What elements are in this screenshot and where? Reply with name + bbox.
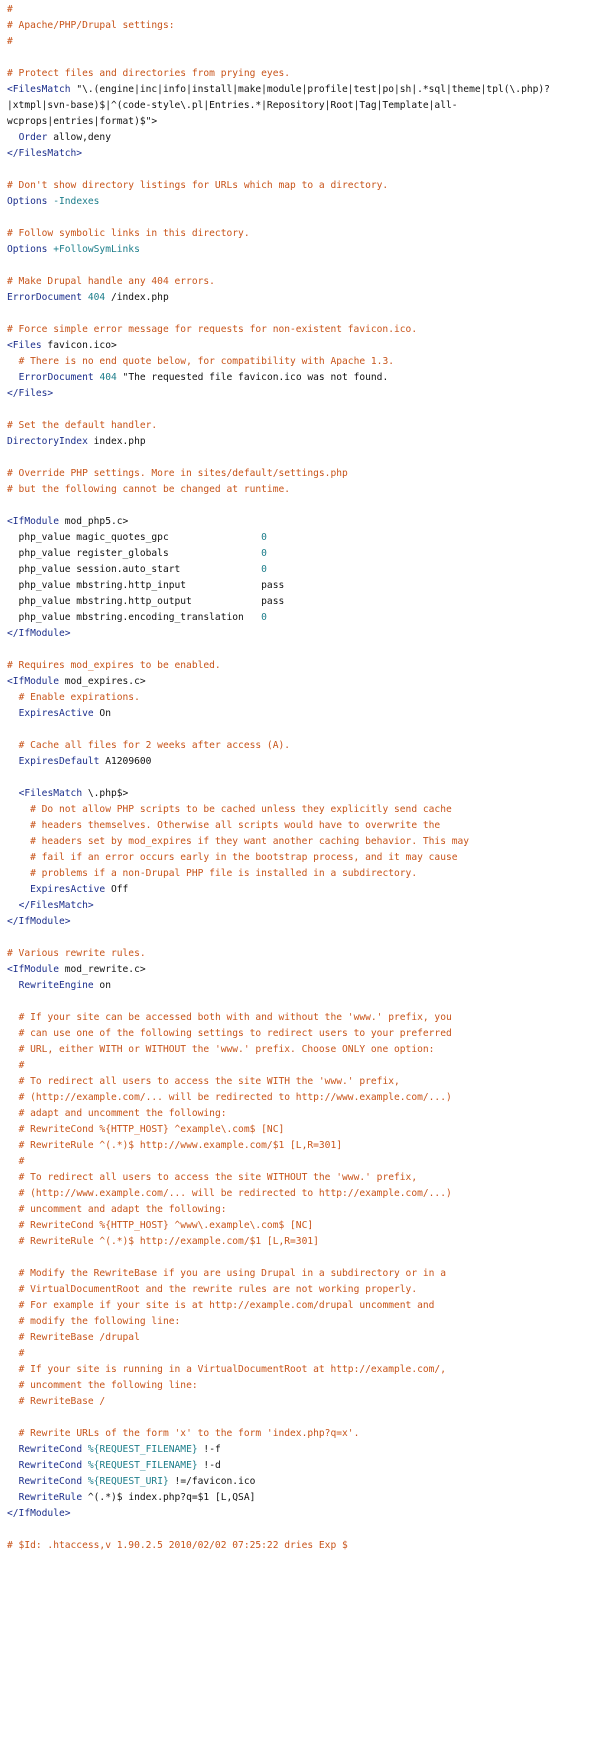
text-token: php_value mbstring.http_input pass xyxy=(7,580,285,591)
text-token xyxy=(7,1332,19,1343)
code-line xyxy=(7,1090,600,1106)
code-line xyxy=(7,1474,600,1490)
text-token xyxy=(7,1012,19,1023)
comment-token: # uncomment the following line: xyxy=(18,1380,198,1391)
code-line xyxy=(7,370,600,386)
code-line xyxy=(7,162,600,178)
code-line xyxy=(7,34,600,50)
comment-token: # Set the default handler. xyxy=(7,420,158,431)
code-line xyxy=(7,930,600,946)
code-line xyxy=(7,722,600,738)
text-token xyxy=(7,692,19,703)
directive-token: Order xyxy=(18,132,48,143)
comment-token: # RewriteRule ^(.*)$ http://www.example.com/$1 [L,R=301] xyxy=(18,1140,343,1151)
text-token xyxy=(7,1460,19,1471)
comment-token: # Requires mod_expires to be enabled. xyxy=(7,660,221,671)
text-token xyxy=(7,1060,19,1071)
value-token: -Indexes xyxy=(53,196,100,207)
code-line xyxy=(7,1170,600,1186)
text-token xyxy=(7,1492,19,1503)
code-line xyxy=(7,1330,600,1346)
code-line xyxy=(7,114,600,130)
code-line xyxy=(7,530,600,546)
text-token xyxy=(7,852,30,863)
text-token xyxy=(7,756,19,767)
code-line xyxy=(7,1282,600,1298)
text-token xyxy=(7,1316,19,1327)
code-line xyxy=(7,306,600,322)
directive-token: ExpiresActive xyxy=(18,708,94,719)
code-line xyxy=(7,610,600,626)
comment-token: # Don't show directory listings for URLs which map to a directory. xyxy=(7,180,389,191)
code-line xyxy=(7,1378,600,1394)
directive-token: ExpiresActive xyxy=(30,884,106,895)
text-token xyxy=(7,1188,19,1199)
comment-token: # xyxy=(7,4,13,15)
directive-token: RewriteCond xyxy=(18,1444,83,1455)
code-line xyxy=(7,818,600,834)
text-token xyxy=(7,1140,19,1151)
text-token xyxy=(7,1396,19,1407)
text-token xyxy=(7,804,30,815)
text-token xyxy=(7,1364,19,1375)
text-token: php_value session.auto_start xyxy=(7,564,262,575)
text-token: on xyxy=(93,980,111,991)
code-line xyxy=(7,402,600,418)
code-line xyxy=(7,754,600,770)
code-line xyxy=(7,978,600,994)
text-token: Off xyxy=(105,884,129,895)
code-line xyxy=(7,1138,600,1154)
comment-token: # headers themselves. Otherwise all scripts would have to overwrite the xyxy=(30,820,441,831)
text-token xyxy=(7,708,19,719)
code-line xyxy=(7,210,600,226)
comment-token: # There is no end quote below, for compatibility with Apache 1.3. xyxy=(18,356,394,367)
comment-token: # For example if your site is at http://example.com/drupal uncomment and xyxy=(18,1300,435,1311)
text-token xyxy=(7,1236,19,1247)
value-token: 404 xyxy=(87,292,106,303)
comment-token: # Cache all files for 2 weeks after access (A). xyxy=(18,740,291,751)
code-line xyxy=(7,626,600,642)
directive-token: <Files xyxy=(7,340,42,351)
directive-token: </IfModule> xyxy=(7,628,71,639)
code-line xyxy=(7,834,600,850)
code-line xyxy=(7,1506,600,1522)
comment-token: # RewriteBase /drupal xyxy=(18,1332,140,1343)
text-token: mod_expires.c> xyxy=(58,676,146,687)
value-token: 0 xyxy=(261,564,267,575)
text-token xyxy=(7,1124,19,1135)
text-token: allow,deny xyxy=(47,132,111,143)
directive-token: <IfModule xyxy=(7,516,59,527)
comment-token: # RewriteCond %{HTTP_HOST} ^www\.example\.com$ [NC] xyxy=(18,1220,314,1231)
code-line xyxy=(7,1522,600,1538)
code-line xyxy=(7,226,600,242)
comment-token: # headers set by mod_expires if they want another caching behavior. This may xyxy=(30,836,470,847)
text-token xyxy=(7,1476,19,1487)
code-line xyxy=(7,498,600,514)
text-token: favicon.ico> xyxy=(41,340,117,351)
comment-token: # xyxy=(18,1060,25,1071)
string-token: |xtmpl|svn-base)$|^(code-style\.pl|Entries.*|Repository|Root|Tag|Template|all- xyxy=(7,100,458,111)
text-token xyxy=(7,1348,19,1359)
code-line xyxy=(7,1026,600,1042)
comment-token: # RewriteBase / xyxy=(18,1396,106,1407)
code-line xyxy=(7,450,600,466)
code-line xyxy=(7,1490,600,1506)
comment-token: # Override PHP settings. More in sites/default/settings.php xyxy=(7,468,348,479)
code-line xyxy=(7,962,600,978)
code-line xyxy=(7,66,600,82)
directive-token: <IfModule xyxy=(7,676,59,687)
comment-token: # modify the following line: xyxy=(18,1316,181,1327)
code-line xyxy=(7,514,600,530)
code-line xyxy=(7,1346,600,1362)
text-token xyxy=(7,1428,19,1439)
code-line xyxy=(7,786,600,802)
comment-token: # but the following cannot be changed at runtime. xyxy=(7,484,291,495)
code-line xyxy=(7,1234,600,1250)
code-line xyxy=(7,1186,600,1202)
value-token: +FollowSymLinks xyxy=(53,244,140,255)
code-line xyxy=(7,850,600,866)
code-line xyxy=(7,1058,600,1074)
code-line xyxy=(7,1298,600,1314)
code-line xyxy=(7,1010,600,1026)
directive-token: </FilesMatch> xyxy=(18,900,94,911)
code-line xyxy=(7,546,600,562)
comment-token: # Force simple error message for requests for non-existent favicon.ico. xyxy=(7,324,418,335)
directive-token: <FilesMatch xyxy=(18,788,83,799)
code-line xyxy=(7,18,600,34)
code-line xyxy=(7,386,600,402)
code-line xyxy=(7,290,600,306)
text-token xyxy=(7,1108,19,1119)
text-token xyxy=(7,1220,19,1231)
comment-token: # If your site can be accessed both with and without the 'www.' prefix, you xyxy=(18,1012,452,1023)
comment-token: # Enable expirations. xyxy=(18,692,140,703)
text-token: !=/favicon.ico xyxy=(168,1476,256,1487)
value-token: 404 xyxy=(99,372,117,383)
directive-token: </FilesMatch> xyxy=(7,148,83,159)
text-token xyxy=(7,1268,19,1279)
text-token: "The requested file favicon.ico was not found. xyxy=(116,372,389,383)
comment-token: # xyxy=(18,1348,25,1359)
directive-token: </IfModule> xyxy=(7,916,71,927)
text-token: mod_php5.c> xyxy=(58,516,129,527)
comment-token: # VirtualDocumentRoot and the rewrite rules are not working properly. xyxy=(18,1284,418,1295)
comment-token: # (http://www.example.com/... will be redirected to http://example.com/...) xyxy=(18,1188,452,1199)
code-line xyxy=(7,594,600,610)
text-token: !-f xyxy=(197,1444,221,1455)
directive-token: RewriteCond xyxy=(18,1460,83,1471)
code-line xyxy=(7,194,600,210)
text-token xyxy=(7,1092,19,1103)
code-line xyxy=(7,914,600,930)
code-line xyxy=(7,1458,600,1474)
text-token xyxy=(7,1444,19,1455)
comment-token: # problems if a non-Drupal PHP file is installed in a subdirectory. xyxy=(30,868,418,879)
comment-token: # Protect files and directories from prying eyes. xyxy=(7,68,291,79)
text-token xyxy=(7,836,30,847)
text-token xyxy=(7,868,30,879)
code-line xyxy=(7,1442,600,1458)
code-line xyxy=(7,322,600,338)
directive-token: ErrorDocument xyxy=(7,292,83,303)
code-line xyxy=(7,642,600,658)
code-line xyxy=(7,1410,600,1426)
comment-token: # $Id: .htaccess,v 1.90.2.5 2010/02/02 07:25:22 dries Exp $ xyxy=(7,1540,348,1551)
code-line xyxy=(7,418,600,434)
text-token: php_value mbstring.http_output pass xyxy=(7,596,285,607)
comment-token: # Various rewrite rules. xyxy=(7,948,146,959)
code-line xyxy=(7,738,600,754)
code-line xyxy=(7,1394,600,1410)
text-token: ^(.*)$ index.php?q=$1 [L,QSA] xyxy=(82,1492,256,1503)
comment-token: # To redirect all users to access the site WITH the 'www.' prefix, xyxy=(18,1076,400,1087)
comment-token: # can use one of the following settings to redirect users to your preferred xyxy=(18,1028,452,1039)
directive-token: RewriteCond xyxy=(18,1476,83,1487)
code-line xyxy=(7,1154,600,1170)
code-line xyxy=(7,2,600,18)
text-token xyxy=(7,1204,19,1215)
code-line xyxy=(7,1314,600,1330)
comment-token: # Do not allow PHP scripts to be cached unless they explicitly send cache xyxy=(30,804,452,815)
value-token: 0 xyxy=(261,532,267,543)
directive-token: Options xyxy=(7,244,48,255)
comment-token: # xyxy=(18,1156,25,1167)
text-token: A1209600 xyxy=(99,756,152,767)
code-line xyxy=(7,1074,600,1090)
code-line xyxy=(7,1202,600,1218)
code-line xyxy=(7,466,600,482)
text-token xyxy=(7,740,19,751)
text-token: \.php$> xyxy=(82,788,129,799)
text-token: index.php xyxy=(87,436,146,447)
comment-token: # fail if an error occurs early in the bootstrap process, and it may cause xyxy=(30,852,458,863)
code-line xyxy=(7,338,600,354)
value-token: %{REQUEST_FILENAME} xyxy=(87,1444,198,1455)
code-line xyxy=(7,690,600,706)
directive-token: ErrorDocument xyxy=(18,372,94,383)
code-line xyxy=(7,770,600,786)
text-token: php_value mbstring.encoding_translation xyxy=(7,612,262,623)
directive-token: <IfModule xyxy=(7,964,59,975)
code-line xyxy=(7,658,600,674)
text-token xyxy=(7,1156,19,1167)
text-token: !-d xyxy=(197,1460,221,1471)
text-token xyxy=(7,372,19,383)
text-token: php_value register_globals xyxy=(7,548,262,559)
text-token xyxy=(7,1284,19,1295)
string-token: "\.(engine|inc|info|install|make|module|profile|test|po|sh|.*sql|theme|tpl(\.php)? xyxy=(70,84,550,95)
code-line xyxy=(7,354,600,370)
comment-token: # Make Drupal handle any 404 errors. xyxy=(7,276,215,287)
code-line xyxy=(7,82,600,98)
comment-token: # (http://example.com/... will be redirected to http://www.example.com/...) xyxy=(18,1092,452,1103)
code-line xyxy=(7,274,600,290)
comment-token: # RewriteCond %{HTTP_HOST} ^example\.com$ [NC] xyxy=(18,1124,285,1135)
text-token: php_value magic_quotes_gpc xyxy=(7,532,262,543)
directive-token: <FilesMatch xyxy=(7,84,71,95)
directive-token: Options xyxy=(7,196,48,207)
value-token: 0 xyxy=(261,612,267,623)
text-token xyxy=(7,788,19,799)
code-line xyxy=(7,994,600,1010)
comment-token: # Follow symbolic links in this directory. xyxy=(7,228,250,239)
code-line xyxy=(7,1266,600,1282)
value-token: 0 xyxy=(261,548,267,559)
comment-token: # If your site is running in a VirtualDocumentRoot at http://example.com/, xyxy=(18,1364,446,1375)
code-line xyxy=(7,1042,600,1058)
text-token xyxy=(7,1380,19,1391)
code-line xyxy=(7,578,600,594)
code-line xyxy=(7,1426,600,1442)
code-line xyxy=(7,98,600,114)
code-line xyxy=(7,898,600,914)
directive-token: </IfModule> xyxy=(7,1508,71,1519)
comment-token: # xyxy=(7,36,13,47)
text-token xyxy=(7,1076,19,1087)
code-line xyxy=(7,1218,600,1234)
text-token: /index.php xyxy=(105,292,169,303)
code-line xyxy=(7,882,600,898)
directive-token: DirectoryIndex xyxy=(7,436,88,447)
text-token: mod_rewrite.c> xyxy=(58,964,146,975)
code-line xyxy=(7,562,600,578)
code-line xyxy=(7,482,600,498)
code-line xyxy=(7,50,600,66)
code-line xyxy=(7,946,600,962)
string-token: wcprops|entries|format)$"> xyxy=(7,116,158,127)
comment-token: # Apache/PHP/Drupal settings: xyxy=(7,20,175,31)
text-token xyxy=(7,356,19,367)
code-line xyxy=(7,1106,600,1122)
code-line xyxy=(7,706,600,722)
text-token xyxy=(7,1028,19,1039)
text-token xyxy=(7,884,30,895)
code-line xyxy=(7,258,600,274)
text-token: On xyxy=(93,708,111,719)
code-line xyxy=(7,674,600,690)
text-token xyxy=(7,980,19,991)
directive-token: ExpiresDefault xyxy=(18,756,100,767)
directive-token: </Files> xyxy=(7,388,54,399)
code-line xyxy=(7,130,600,146)
text-token xyxy=(7,820,30,831)
comment-token: # Modify the RewriteBase if you are using Drupal in a subdirectory or in a xyxy=(18,1268,446,1279)
comment-token: # Rewrite URLs of the form 'x' to the form 'index.php?q=x'. xyxy=(18,1428,360,1439)
code-line xyxy=(7,1362,600,1378)
comment-token: # RewriteRule ^(.*)$ http://example.com/$1 [L,R=301] xyxy=(18,1236,319,1247)
code-line xyxy=(7,146,600,162)
code-line xyxy=(7,178,600,194)
comment-token: # adapt and uncomment the following: xyxy=(18,1108,227,1119)
text-token xyxy=(7,1300,19,1311)
text-token xyxy=(7,1172,19,1183)
comment-token: # To redirect all users to access the site WITHOUT the 'www.' prefix, xyxy=(18,1172,418,1183)
value-token: %{REQUEST_URI} xyxy=(87,1476,169,1487)
code-line xyxy=(7,1250,600,1266)
code-line xyxy=(7,802,600,818)
code-line xyxy=(7,866,600,882)
value-token: %{REQUEST_FILENAME} xyxy=(87,1460,198,1471)
text-token xyxy=(7,900,19,911)
directive-token: RewriteRule xyxy=(18,1492,83,1503)
comment-token: # uncomment and adapt the following: xyxy=(18,1204,227,1215)
code-line xyxy=(7,242,600,258)
code-line xyxy=(7,1122,600,1138)
code-line xyxy=(7,1538,600,1554)
comment-token: # URL, either WITH or WITHOUT the 'www.' prefix. Choose ONLY one option: xyxy=(18,1044,435,1055)
directive-token: RewriteEngine xyxy=(18,980,94,991)
text-token xyxy=(7,1044,19,1055)
text-token xyxy=(7,132,19,143)
code-line xyxy=(7,434,600,450)
